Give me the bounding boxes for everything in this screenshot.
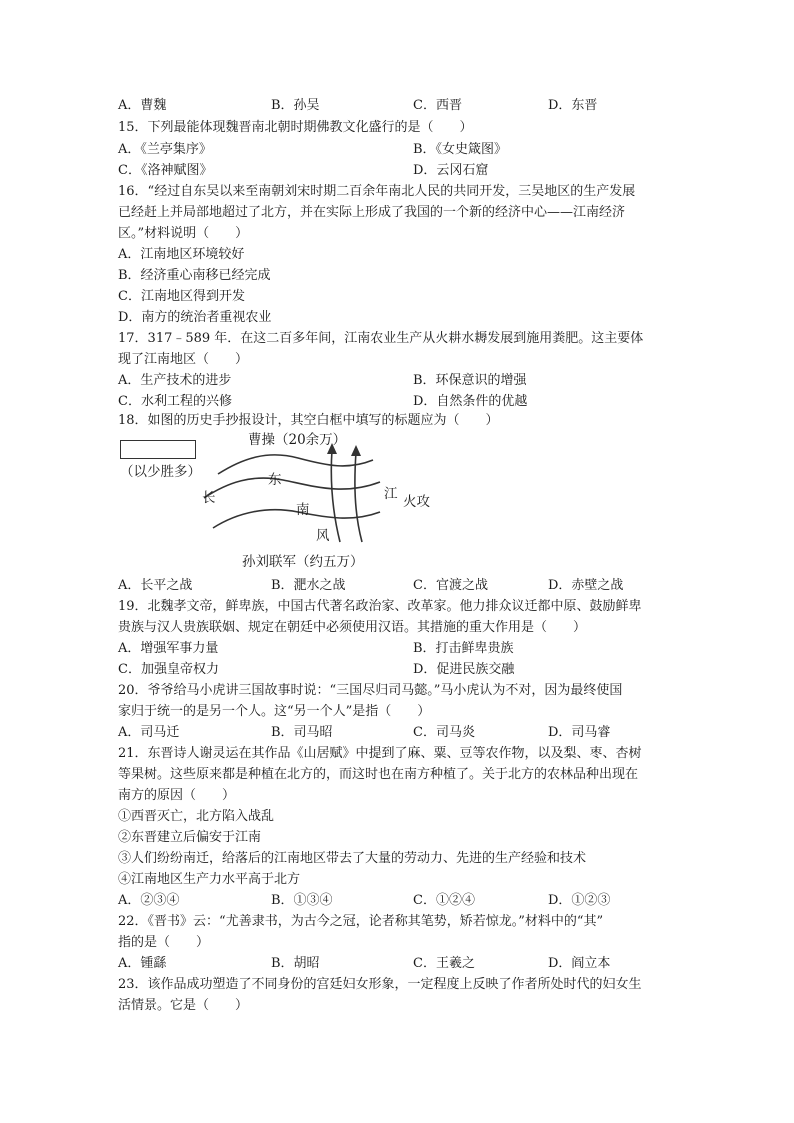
q17-option-a[interactable]: A．生产技术的进步 <box>118 373 232 388</box>
q21-item-1: ①西晋灭亡，北方陷入战乱 <box>118 809 275 824</box>
q23-stem-line-2: 活情景。它是（ ） <box>118 998 249 1013</box>
q15-option-d[interactable]: D．云冈石窟 <box>413 163 489 178</box>
sunliu-label: 孙刘联军（约五万） <box>242 554 364 570</box>
q22-stem-line-2: 指的是（ ） <box>118 935 210 950</box>
q18-option-a[interactable]: A．长平之战 <box>118 578 193 593</box>
q16-option-c[interactable]: C．江南地区得到开发 <box>118 289 245 304</box>
q20-option-b[interactable]: B．司马昭 <box>271 725 333 740</box>
q14-option-b[interactable]: B．孙吴 <box>271 98 320 113</box>
q21-stem-line-1: 21．东晋诗人谢灵运在其作品《山居赋》中提到了麻、粟、豆等农作物，以及梨、枣、杏树 <box>118 746 642 761</box>
q17-stem-line-1: 17．317﹣589 年．在这二百多年间，江南农业生产从火耕水耨发展到施用粪肥。这主要体 <box>118 331 644 346</box>
yishao-label: （以少胜多） <box>120 464 201 480</box>
q14-option-a[interactable]: A．曹魏 <box>118 98 167 113</box>
jiang-label: 江 <box>384 486 398 502</box>
q16-stem-line-1: 16．“经过自东吴以来至南朝刘宋时期二百余年南北人民的共同开发，三吴地区的生产发展 <box>118 184 636 199</box>
q22-option-b[interactable]: B．胡昭 <box>271 956 320 971</box>
q20-option-a[interactable]: A．司马迁 <box>118 725 180 740</box>
q21-stem-line-2: 等果树。这些原来都是种植在北方的，而这时也在南方种植了。关于北方的农林品种出现在 <box>118 767 639 782</box>
q17-option-b[interactable]: B．环保意识的增强 <box>413 373 527 388</box>
q19-stem-line-2: 贵族与汉人贵族联姻、规定在朝廷中必须使用汉语。其措施的重大作用是（ ） <box>118 620 587 635</box>
q20-option-d[interactable]: D．司马睿 <box>548 725 611 740</box>
q17-option-c[interactable]: C．水利工程的兴修 <box>118 394 232 409</box>
q21-item-3: ③人们纷纷南迁，给落后的江南地区带去了大量的劳动力、先进的生产经验和技术 <box>118 851 587 866</box>
q18-battle-figure <box>118 430 448 576</box>
q21-stem-line-3: 南方的原因（ ） <box>118 788 236 803</box>
q20-stem-line-2: 家归于统一的是另一个人。这“另一个人”是指（ ） <box>118 704 431 719</box>
q21-option-c[interactable]: C．①②④ <box>413 893 475 908</box>
q16-option-b[interactable]: B．经济重心南移已经完成 <box>118 268 271 283</box>
q22-option-a[interactable]: A．锺繇 <box>118 956 167 971</box>
chang-label: 长 <box>202 490 216 506</box>
q17-stem-line-2: 现了江南地区（ ） <box>118 352 249 367</box>
q14-option-d[interactable]: D．东晋 <box>548 98 598 113</box>
q22-stem-line-1: 22．《晋书》云：“尤善隶书，为古今之冠，论者称其笔势，矫若惊龙。”材料中的“其” <box>118 914 604 929</box>
q18-option-b[interactable]: B．淝水之战 <box>271 578 346 593</box>
huogong-label: 火攻 <box>403 494 430 510</box>
q21-option-b[interactable]: B．①③④ <box>271 893 333 908</box>
nan-label: 南 <box>296 502 310 518</box>
q23-stem-line-1: 23．该作品成功塑造了不同身份的宫廷妇女形象，一定程度上反映了作者所处时代的妇女生 <box>118 977 642 992</box>
q17-option-d[interactable]: D．自然条件的优越 <box>413 394 528 409</box>
q16-option-a[interactable]: A．江南地区环境较好 <box>118 247 245 262</box>
q21-option-d[interactable]: D．①②③ <box>548 893 611 908</box>
q22-option-d[interactable]: D．阎立本 <box>548 956 611 971</box>
q19-stem-line-1: 19．北魏孝文帝，鲜卑族，中国古代著名政治家、改革家。他力排众议迁都中原、鼓励鲜卑 <box>118 599 642 614</box>
q21-item-2: ②东晋建立后偏安于江南 <box>118 830 262 845</box>
q18-stem: 18．如图的历史手抄报设计，其空白框中填写的标题应为（ ） <box>118 413 499 428</box>
feng-label: 风 <box>316 528 330 544</box>
q20-option-c[interactable]: C．司马炎 <box>413 725 475 740</box>
q16-stem-line-3: 区。”材料说明（ ） <box>118 226 249 241</box>
q15-option-a[interactable]: A．《兰亭集序》 <box>118 142 212 157</box>
q20-stem-line-1: 20．爷爷给马小虎讲三国故事时说：“三国尽归司马懿。”马小虎认为不对，因为最终使国 <box>118 683 623 698</box>
q21-item-4: ④江南地区生产力水平高于北方 <box>118 872 301 887</box>
q15-option-b[interactable]: B．《女史箴图》 <box>413 142 508 157</box>
q15-option-c[interactable]: C．《洛神赋图》 <box>118 163 213 178</box>
blank-title-box[interactable] <box>120 440 196 459</box>
caocao-label: 曹操（20余万） <box>248 432 347 448</box>
q16-stem-line-2: 已经赶上并局部地超过了北方，并在实际上形成了我国的一个新的经济中心——江南经济 <box>118 205 626 220</box>
dong-label: 东 <box>268 472 282 488</box>
q22-option-c[interactable]: C．王羲之 <box>413 956 475 971</box>
q15-stem: 15．下列最能体现魏晋南北朝时期佛教文化盛行的是（ ） <box>118 120 473 135</box>
q19-option-c[interactable]: C．加强皇帝权力 <box>118 662 219 677</box>
q18-option-d[interactable]: D．赤壁之战 <box>548 578 624 593</box>
q18-option-c[interactable]: C．官渡之战 <box>413 578 488 593</box>
q19-option-a[interactable]: A．增强军事力量 <box>118 641 219 656</box>
q21-option-a[interactable]: A．②③④ <box>118 893 180 908</box>
q14-option-c[interactable]: C．西晋 <box>413 98 462 113</box>
q19-option-d[interactable]: D．促进民族交融 <box>413 662 515 677</box>
q16-option-d[interactable]: D．南方的统治者重视农业 <box>118 310 272 325</box>
q19-option-b[interactable]: B．打击鲜卑贵族 <box>413 641 514 656</box>
